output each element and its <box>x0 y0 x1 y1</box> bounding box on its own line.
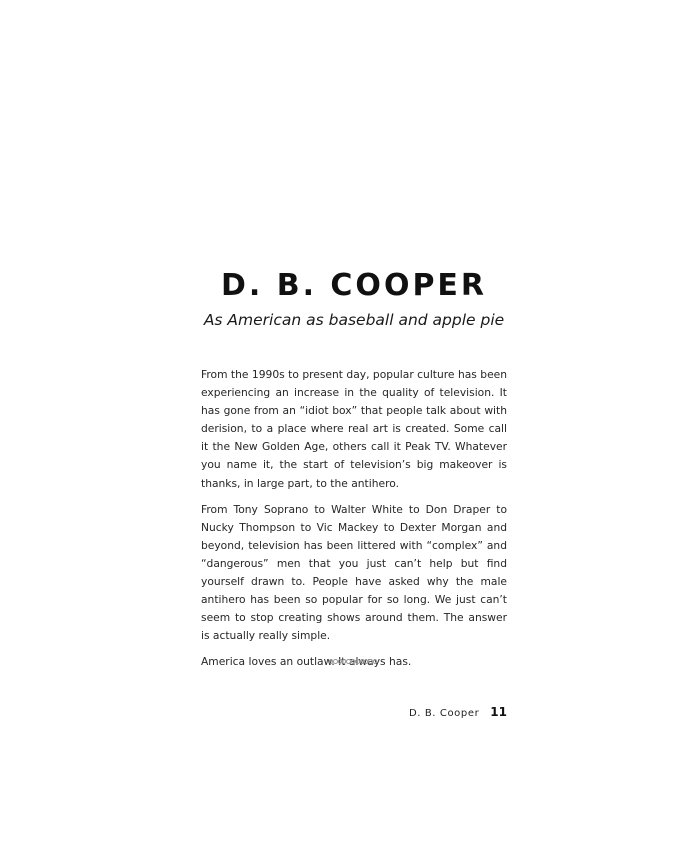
paragraph-3: America loves an outlaw. It always has. <box>201 655 412 669</box>
running-footer <box>409 705 507 719</box>
section-divider-ornament <box>329 658 377 664</box>
ornament-dot <box>368 659 372 664</box>
ornament-dot <box>373 659 377 664</box>
body-text <box>201 366 507 680</box>
ornament-dot <box>355 659 359 664</box>
footer-running-title: D. B. Cooper <box>408 708 480 719</box>
paragraph-1: From the 1990s to present day, popular culture has been experiencing an increase in the quality of television. It has gone from an “idiot box” that people talk about with derision, to a place where real art is created. Some call it the New Golden Age, others call it Peak TV. Whatever you name it, the start of television’s big makeover is thanks, in large part, to the antihero. <box>201 368 507 490</box>
paragraph-2: From Tony Soprano to Walter White to Don Draper to Nucky Thompson to Vic Mackey to Dexter Morgan and beyond, television has been littered with “complex” and “dangerous” men that you just can’t help but find yourself drawn to. People have asked why the male antihero has been so popular for so long. We just can’t seem to stop creating shows around them. The answer is actually really simple. <box>201 502 507 643</box>
page-number: 11 <box>490 705 507 719</box>
chapter-subtitle: As American as baseball and apple pie <box>203 311 505 329</box>
chapter-title: D. B. COOPER <box>220 268 488 303</box>
